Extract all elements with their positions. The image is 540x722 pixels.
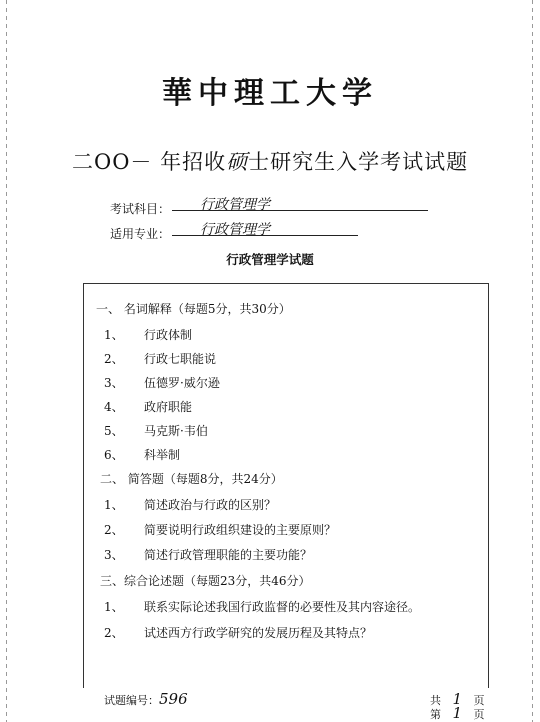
list-item — [104, 326, 192, 343]
list-item — [104, 598, 420, 615]
item-text: 伍德罗·威尔逊 — [144, 376, 220, 390]
item-number: 3、 — [104, 376, 124, 390]
item-text: 马克斯·韦伯 — [144, 424, 208, 438]
item-number: 1、 — [104, 328, 124, 342]
list-item — [104, 398, 192, 415]
field-major-label: 适用专业： — [110, 227, 171, 241]
field-subject-value: 行政管理学 — [172, 194, 428, 211]
item-text: 简述政治与行政的区别？ — [144, 498, 277, 512]
list-item — [104, 350, 216, 367]
item-number: 1、 — [104, 498, 124, 512]
section-1-heading: 一、 名词解释（每题5分，共30分） — [96, 302, 291, 316]
page-total-label-a: 共 — [430, 694, 441, 707]
page-total-value: 1 — [452, 690, 463, 708]
item-number: 1、 — [104, 600, 124, 614]
exam-title-suffix: 士研究生入学考试试题 — [248, 150, 469, 174]
item-number: 2、 — [104, 523, 124, 537]
page-number-label-a: 第 — [430, 708, 441, 721]
list-item — [104, 446, 180, 463]
page-number — [430, 704, 485, 722]
list-item — [104, 374, 220, 391]
exam-title — [72, 146, 468, 176]
field-subject — [110, 198, 170, 217]
item-text: 联系实际论述我国行政监督的必要性及其内容途径。 — [144, 600, 421, 614]
page-number-label-b: 页 — [473, 708, 485, 721]
item-number: 5、 — [104, 424, 124, 438]
exam-code-value: 596 — [159, 690, 188, 708]
item-text: 试述西方行政学研究的发展历程及其特点？ — [144, 626, 373, 640]
section-3-heading: 三、综合论述题（每题23分，共46分） — [100, 574, 311, 588]
frame-left — [83, 283, 84, 688]
section-2-heading: 二、 简答题（每题8分，共24分） — [100, 472, 283, 486]
page-number-value: 1 — [452, 704, 463, 722]
frame-right — [488, 283, 489, 688]
item-number: 4、 — [104, 400, 124, 414]
list-item — [104, 422, 208, 439]
field-major — [110, 223, 170, 242]
item-number: 6、 — [104, 448, 124, 462]
item-text: 科举制 — [144, 448, 181, 462]
university-name: 華中理工大学 — [162, 76, 378, 111]
frame-top — [83, 283, 489, 284]
field-subject-label: 考试科目： — [110, 202, 171, 216]
list-item — [104, 624, 372, 641]
list-item — [104, 521, 336, 538]
item-text: 政府职能 — [144, 400, 193, 414]
exam-title-hand: 硕 — [226, 150, 249, 174]
list-item — [104, 546, 312, 563]
page-total-label-b: 页 — [473, 694, 485, 707]
list-item — [104, 496, 276, 513]
exam-code-label: 试题编号： — [104, 694, 159, 707]
field-major-value: 行政管理学 — [172, 219, 358, 236]
paper-heading: 行政管理学试题 — [226, 252, 314, 267]
exam-code — [104, 690, 188, 708]
item-number: 3、 — [104, 548, 124, 562]
item-number: 2、 — [104, 352, 124, 366]
item-number: 2、 — [104, 626, 124, 640]
item-text: 简述行政管理职能的主要功能？ — [144, 548, 313, 562]
exam-title-prefix: 二OO－ 年招收 — [72, 150, 227, 174]
item-text: 行政体制 — [144, 328, 193, 342]
item-text: 简要说明行政组织建设的主要原则？ — [144, 523, 337, 537]
item-text: 行政七职能说 — [144, 352, 217, 366]
